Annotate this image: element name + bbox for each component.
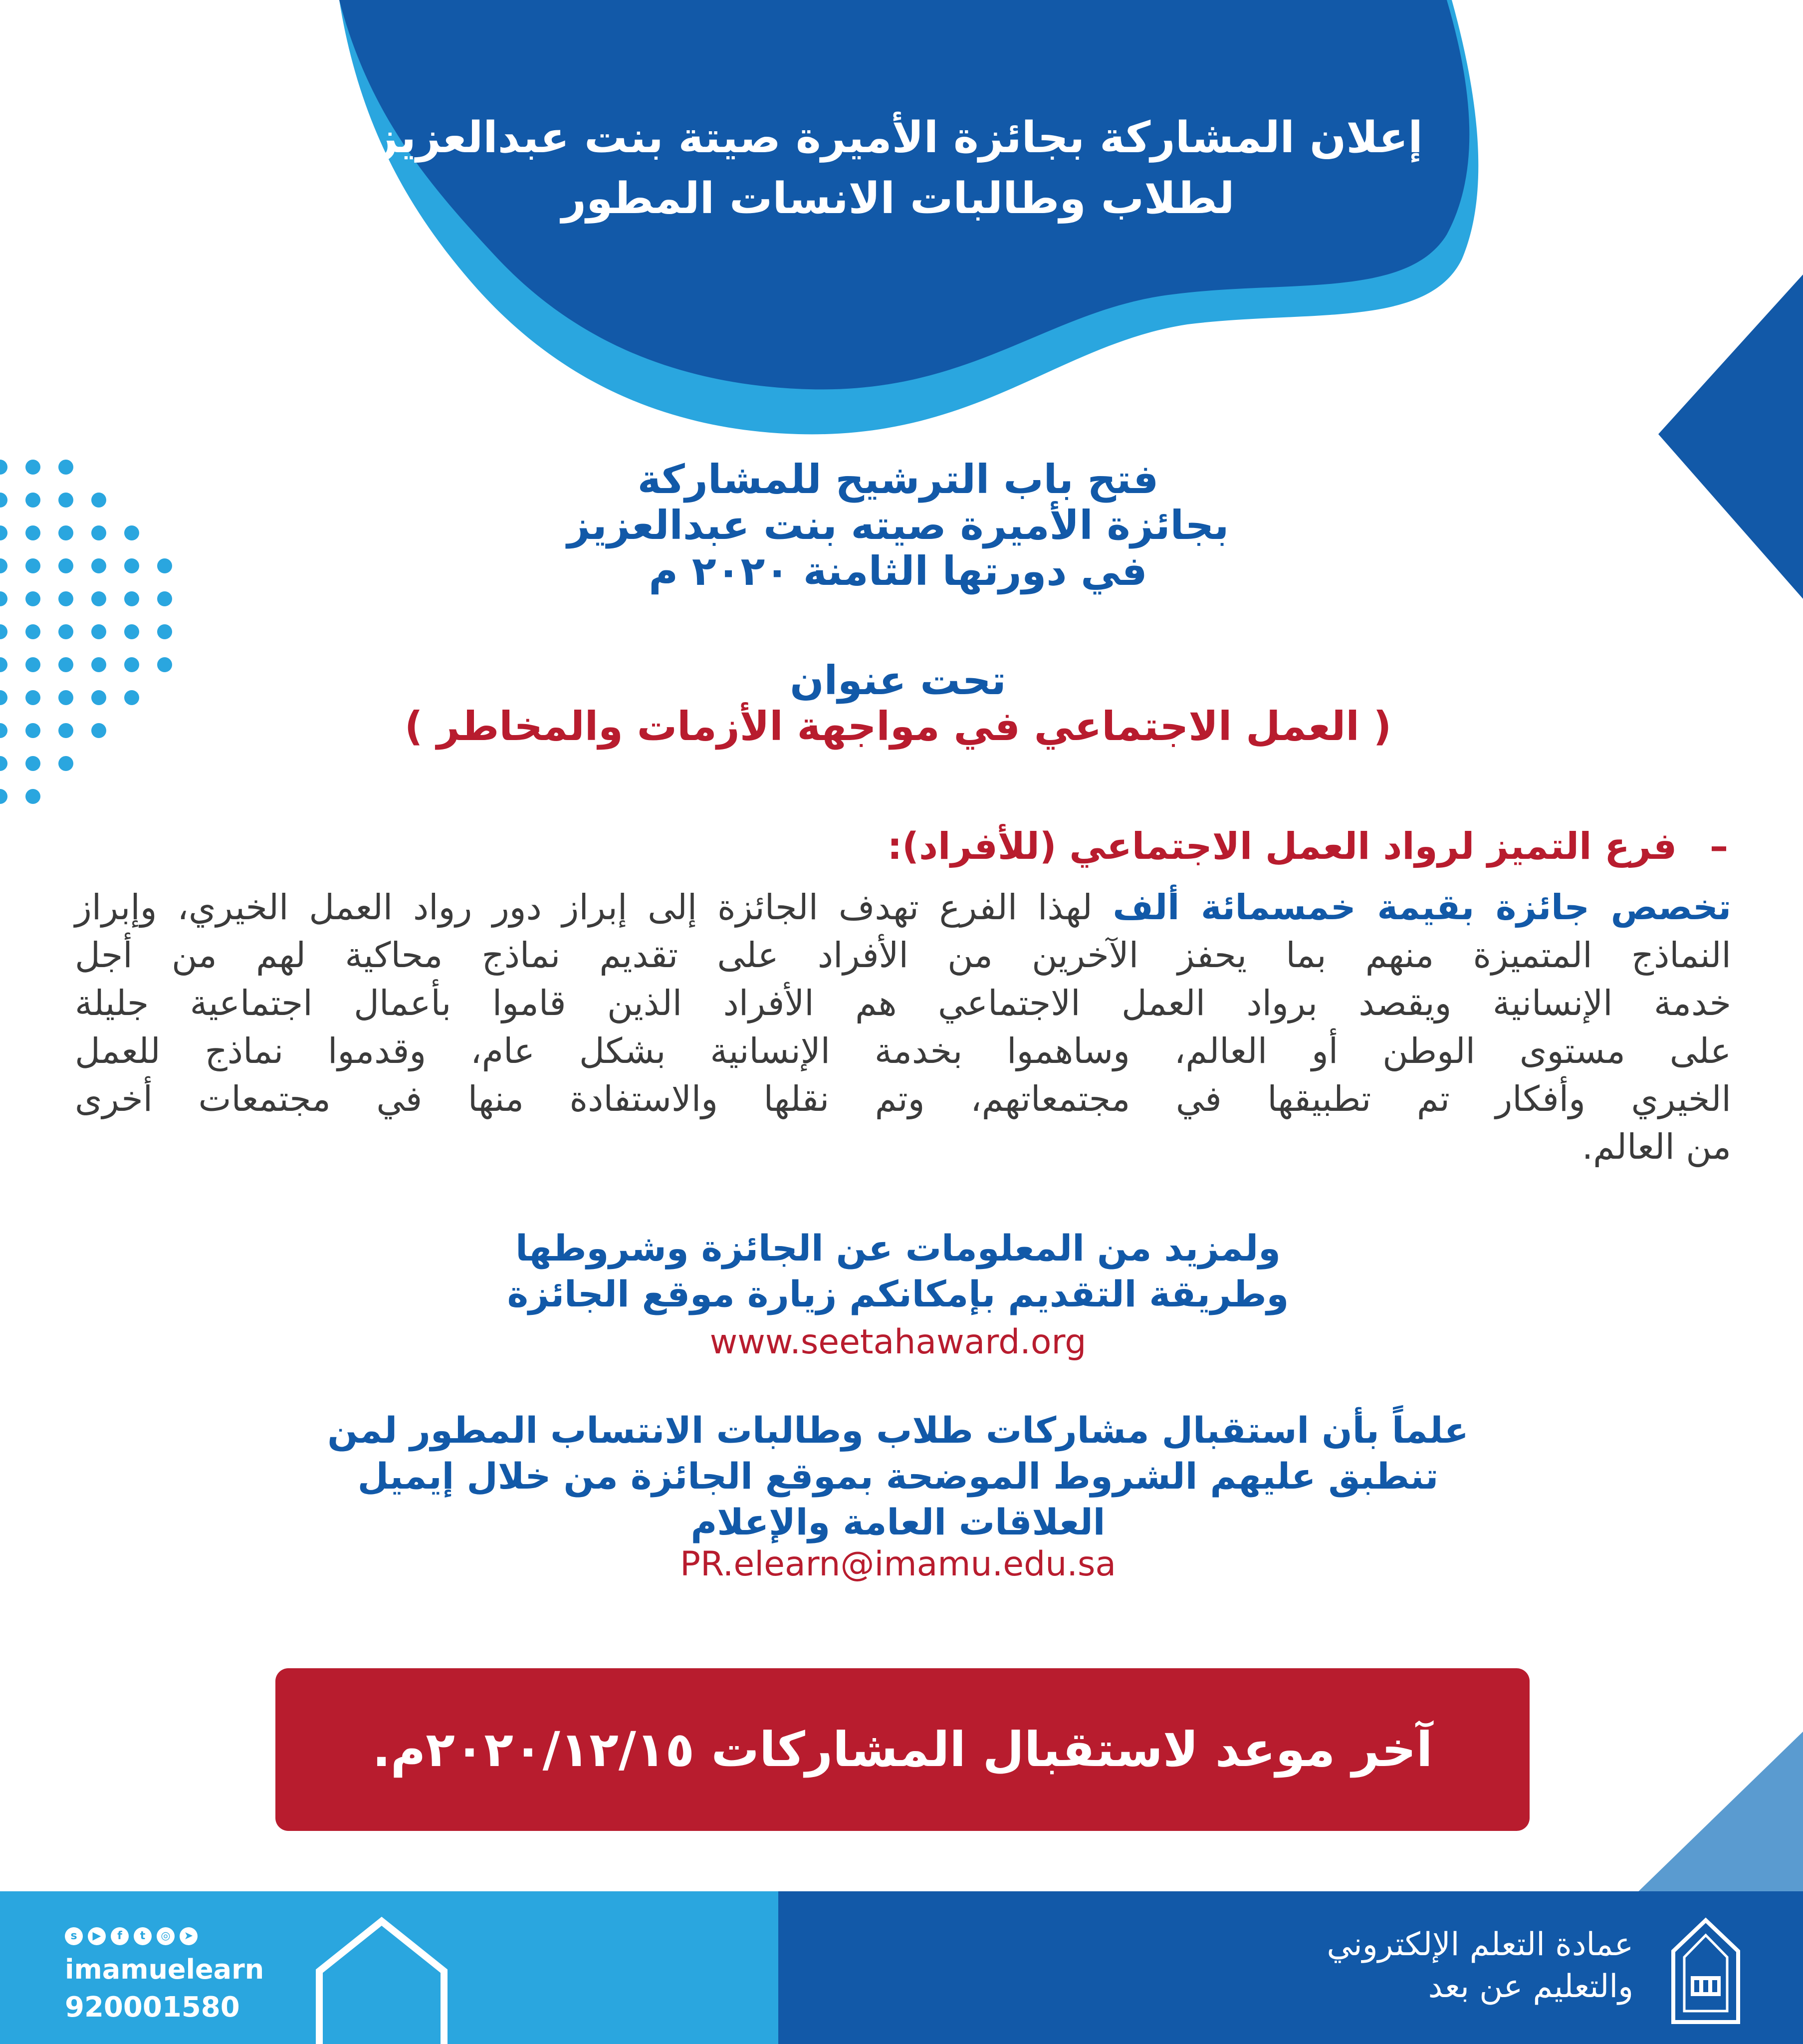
deadline-banner [275,1668,1530,1831]
deadline-text: آخر موعد لاستقبال المشاركات ٢٠٢٠/١٢/١٥م. [372,1722,1433,1778]
body-line-1-rest: لهذا الفرع تهدف الجائزة إلى إبراز دور رواد العمل الخيري، وإبراز [75,887,1093,928]
body-line-5: الخيري وأفكار تم تطبيقها في مجتمعاتهم، وتم نقلها والاستفادة منها في مجتمعات أخرى [75,1078,1731,1119]
body-line-3: خدمة الإنسانية ويقصد برواد العمل الاجتماعي هم الأفراد الذين قاموا بأعمال اجتماعية جليلة [75,983,1731,1023]
body-line-2: النماذج المتميزة منهم بما يحفز الآخرين من الأفراد على تقديم نماذج محاكية لهم من أجل [75,935,1731,976]
facebook-icon[interactable]: f [111,1927,129,1945]
under-title-label: تحت عنوان [790,657,1006,704]
telegram-icon[interactable]: ➤ [180,1927,198,1945]
more-info [349,1225,1447,1317]
nomination-heading [349,457,1447,594]
note-line-1: علماً بأن استقبال مشاركات طلاب وطالبات الانتساب المطور لمن [327,1409,1469,1451]
branch-heading [381,823,1728,869]
nomination-line-3: في دورتها الثامنة ٢٠٢٠ م [649,548,1147,594]
award-website-link[interactable]: www.seetahaward.org [709,1322,1087,1362]
university-logo-icon [1663,1916,1748,2026]
nomination-line-1: فتح باب الترشيح للمشاركة [637,456,1159,503]
branch-dash: – [1710,825,1728,868]
title-line-2: لطلاب وطالبات الانسات المطور [561,174,1235,224]
phone-number[interactable]: 920001580 [65,1991,240,2024]
award-theme: ( العمل الاجتماعي في مواجهة الأزمات والمخاطر ) [404,703,1392,750]
more-info-line-2: وطريقة التقديم بإمكانكم زيارة موقع الجائزة [507,1273,1289,1315]
deanship-line-2: والتعليم عن بعد [1428,1968,1633,2005]
youtube-icon[interactable]: ▶ [88,1927,106,1945]
snapchat-icon[interactable]: s [65,1927,83,1945]
note-line-2: تنطبق عليهم الشروط الموضحة بموقع الجائزة من خلال إيميل [357,1455,1439,1497]
body-line-6: من العالم. [1581,1126,1731,1167]
twitter-icon[interactable]: t [134,1927,152,1945]
social-handle[interactable]: imamuelearn [65,1954,264,1985]
note-line-3: العلاقات العامة والإعلام [690,1501,1106,1543]
social-icons [65,1927,198,1945]
right-triangle-shape [1658,274,1803,599]
deanship-name [1184,1924,1633,2008]
dot-pattern [0,449,190,818]
instagram-icon[interactable]: ◎ [157,1927,175,1945]
submission-note [299,1407,1497,1545]
prize-value-highlight: تخصص جائزة بقيمة خمسمائة ألف [1113,887,1731,928]
bottom-right-triangle-shape [1633,1732,1803,1896]
title-line-1: إعلان المشاركة بجائزة الأميرة صيتة بنت عبدالعزيز [373,113,1423,163]
body-line-4: على مستوى الوطن أو العالم، وساهموا بخدمة الإنسانية بشكل عام، وقدموا نماذج للعمل [75,1030,1731,1071]
pr-email-link[interactable]: PR.elearn@imamu.edu.sa [679,1544,1117,1584]
announcement-title [324,107,1472,229]
deanship-line-1: عمادة التعلم الإلكتروني [1327,1926,1633,1963]
nomination-line-2: بجائزة الأميرة صيته بنت عبدالعزيز [567,502,1229,548]
more-info-line-1: ولمزيد من المعلومات عن الجائزة وشروطها [515,1227,1281,1269]
arch-outline-icon [309,1916,454,2044]
branch-description [75,883,1731,1171]
branch-title: فرع التميز لرواد العمل الاجتماعي (للأفراد): [887,825,1677,868]
body-line-1 [75,883,1731,931]
